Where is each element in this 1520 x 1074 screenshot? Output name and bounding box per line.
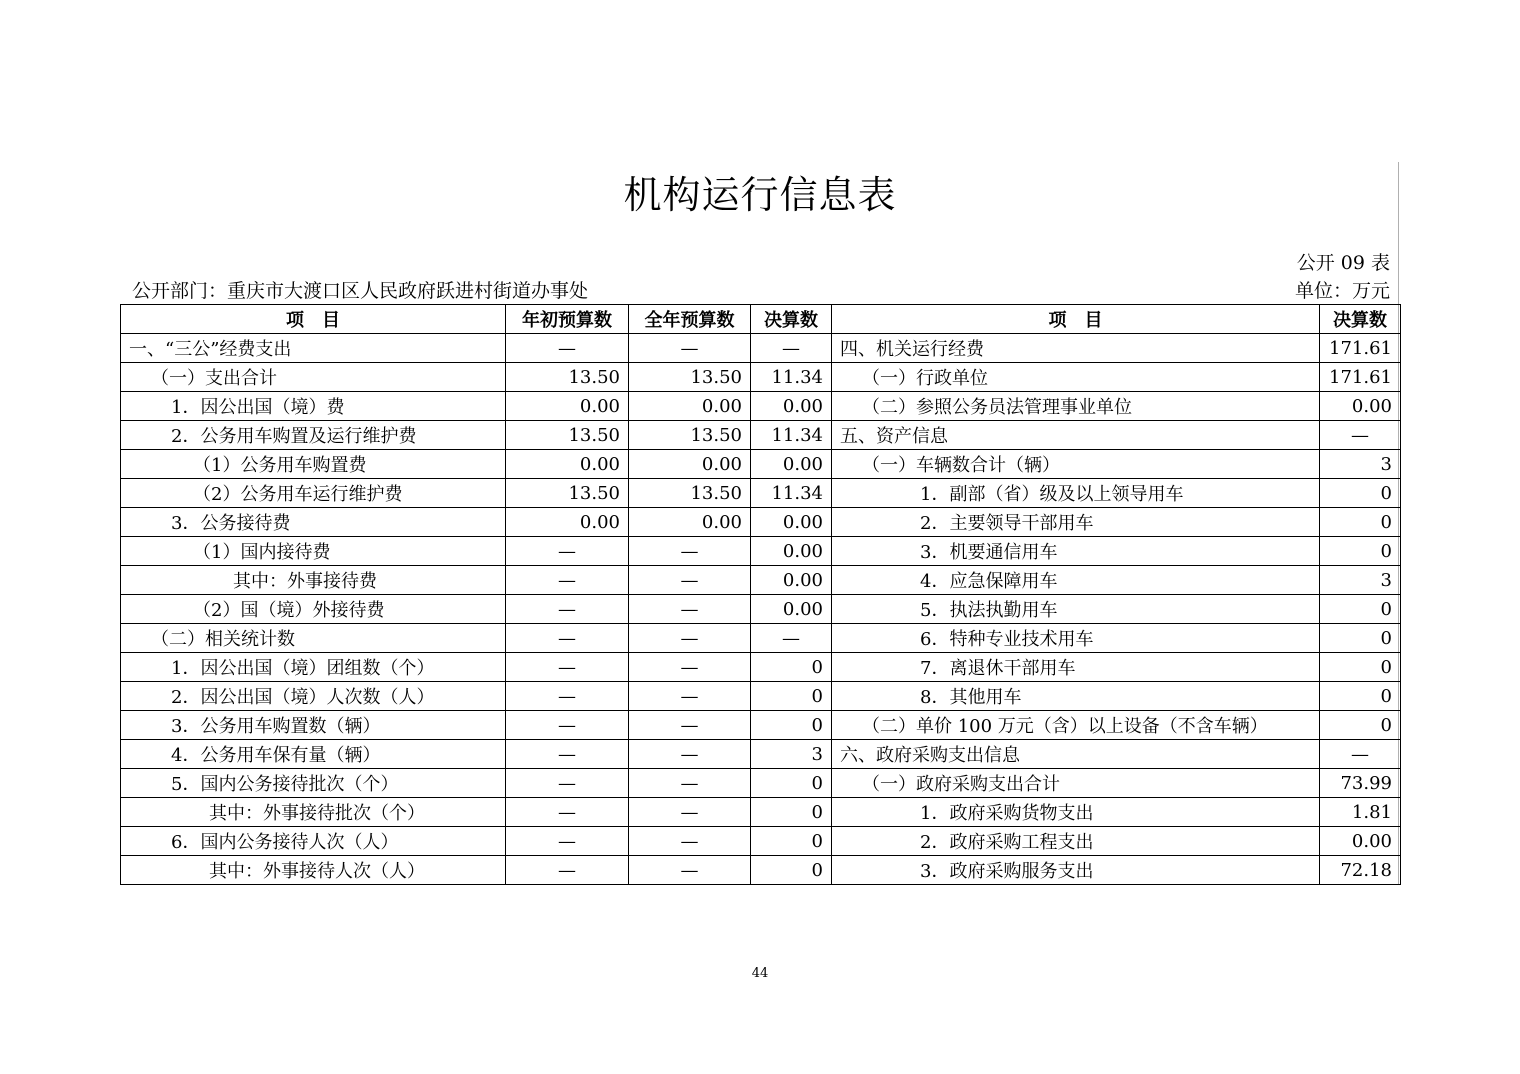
table-row: [121, 798, 1401, 827]
right-item: （一）车辆数合计（辆）: [832, 450, 1320, 479]
left-item: 一、“三公”经费支出: [121, 334, 506, 363]
right-item: 8．其他用车: [832, 682, 1320, 711]
final-left-cell: 0: [751, 682, 832, 711]
table-row: [121, 479, 1401, 508]
final-left-cell: 11.34: [751, 421, 832, 450]
final-right-cell: —: [1320, 740, 1401, 769]
final-left-cell: 0: [751, 769, 832, 798]
budget-initial-cell: —: [506, 740, 629, 769]
table-row: [121, 740, 1401, 769]
final-left-cell: 0.00: [751, 595, 832, 624]
final-left-cell: 11.34: [751, 479, 832, 508]
header-item-left: 项 目: [121, 305, 506, 334]
left-item: （一）支出合计: [121, 363, 506, 392]
final-right-cell: 0.00: [1320, 827, 1401, 856]
table-row: [121, 595, 1401, 624]
final-right-cell: 0: [1320, 479, 1401, 508]
final-right-cell: 72.18: [1320, 856, 1401, 885]
budget-full-cell: —: [629, 653, 751, 682]
final-right-cell: 0: [1320, 682, 1401, 711]
final-left-cell: 0: [751, 711, 832, 740]
budget-initial-cell: —: [506, 653, 629, 682]
final-right-cell: 0: [1320, 537, 1401, 566]
table-row: [121, 508, 1401, 537]
left-item: 1．因公出国（境）团组数（个）: [121, 653, 506, 682]
header-budget-initial: 年初预算数: [506, 305, 629, 334]
header-final-right: 决算数: [1320, 305, 1401, 334]
budget-initial-cell: 0.00: [506, 392, 629, 421]
right-item: 6．特种专业技术用车: [832, 624, 1320, 653]
page-title: 机构运行信息表: [623, 173, 897, 217]
final-right-cell: 171.61: [1320, 334, 1401, 363]
budget-full-cell: —: [629, 566, 751, 595]
left-item: 2．因公出国（境）人次数（人）: [121, 682, 506, 711]
table-row: [121, 363, 1401, 392]
final-left-cell: 0.00: [751, 450, 832, 479]
final-right-cell: 0: [1320, 508, 1401, 537]
budget-full-cell: 0.00: [629, 450, 751, 479]
budget-full-cell: 13.50: [629, 479, 751, 508]
budget-initial-cell: —: [506, 798, 629, 827]
budget-full-cell: 13.50: [629, 421, 751, 450]
budget-initial-cell: 13.50: [506, 421, 629, 450]
left-item: 其中：外事接待批次（个）: [121, 798, 506, 827]
info-table: [120, 304, 1401, 885]
right-item: 3．政府采购服务支出: [832, 856, 1320, 885]
final-right-cell: 0: [1320, 624, 1401, 653]
right-item: 1．副部（省）级及以上领导用车: [832, 479, 1320, 508]
table-header-row: [121, 305, 1401, 334]
table-number: 公开 09 表: [1296, 252, 1390, 274]
final-right-cell: —: [1320, 421, 1401, 450]
budget-initial-cell: 13.50: [506, 363, 629, 392]
budget-initial-cell: —: [506, 537, 629, 566]
table-row: [121, 624, 1401, 653]
right-item: （一）行政单位: [832, 363, 1320, 392]
table-row: [121, 711, 1401, 740]
unit-label: 单位：万元: [1294, 280, 1390, 302]
budget-full-cell: —: [629, 769, 751, 798]
right-item: 五、资产信息: [832, 421, 1320, 450]
final-left-cell: 0: [751, 827, 832, 856]
table-row: [121, 566, 1401, 595]
final-left-cell: 0: [751, 798, 832, 827]
budget-full-cell: 13.50: [629, 363, 751, 392]
left-item: （2）国（境）外接待费: [121, 595, 506, 624]
right-item: 4．应急保障用车: [832, 566, 1320, 595]
table-row: [121, 856, 1401, 885]
left-item: 其中：外事接待人次（人）: [121, 856, 506, 885]
budget-initial-cell: —: [506, 711, 629, 740]
right-item: （二）参照公务员法管理事业单位: [832, 392, 1320, 421]
left-item: 其中：外事接待费: [121, 566, 506, 595]
table-row: [121, 682, 1401, 711]
header-item-right: 项 目: [832, 305, 1320, 334]
table-row: [121, 827, 1401, 856]
final-right-cell: 1.81: [1320, 798, 1401, 827]
final-right-cell: 3: [1320, 450, 1401, 479]
final-left-cell: 0.00: [751, 537, 832, 566]
right-item: 2．主要领导干部用车: [832, 508, 1320, 537]
left-item: （二）相关统计数: [121, 624, 506, 653]
final-left-cell: 0: [751, 653, 832, 682]
left-item: 1．因公出国（境）费: [121, 392, 506, 421]
right-item: 六、政府采购支出信息: [832, 740, 1320, 769]
final-left-cell: 3: [751, 740, 832, 769]
final-right-cell: 0: [1320, 711, 1401, 740]
right-item: 7．离退休干部用车: [832, 653, 1320, 682]
right-item: 1．政府采购货物支出: [832, 798, 1320, 827]
left-item: （1）公务用车购置费: [121, 450, 506, 479]
header-budget-full: 全年预算数: [629, 305, 751, 334]
budget-initial-cell: 0.00: [506, 450, 629, 479]
final-right-cell: 73.99: [1320, 769, 1401, 798]
budget-initial-cell: —: [506, 566, 629, 595]
budget-full-cell: —: [629, 711, 751, 740]
budget-full-cell: —: [629, 624, 751, 653]
budget-full-cell: 0.00: [629, 392, 751, 421]
budget-full-cell: —: [629, 827, 751, 856]
budget-full-cell: —: [629, 740, 751, 769]
budget-full-cell: —: [629, 537, 751, 566]
final-right-cell: 171.61: [1320, 363, 1401, 392]
budget-full-cell: —: [629, 856, 751, 885]
final-left-cell: 0.00: [751, 392, 832, 421]
table-row: [121, 537, 1401, 566]
table-row: [121, 653, 1401, 682]
right-item: （二）单价 100 万元（含）以上设备（不含车辆）: [832, 711, 1320, 740]
left-item: 2．公务用车购置及运行维护费: [121, 421, 506, 450]
final-right-cell: 0: [1320, 653, 1401, 682]
final-left-cell: —: [751, 624, 832, 653]
table-row: [121, 769, 1401, 798]
final-left-cell: 0.00: [751, 566, 832, 595]
budget-initial-cell: —: [506, 682, 629, 711]
final-right-cell: 3: [1320, 566, 1401, 595]
final-left-cell: —: [751, 334, 832, 363]
budget-full-cell: 0.00: [629, 508, 751, 537]
right-item: 5．执法执勤用车: [832, 595, 1320, 624]
budget-initial-cell: —: [506, 769, 629, 798]
final-left-cell: 0.00: [751, 508, 832, 537]
final-left-cell: 11.34: [751, 363, 832, 392]
budget-initial-cell: —: [506, 827, 629, 856]
budget-full-cell: —: [629, 334, 751, 363]
final-right-cell: 0.00: [1320, 392, 1401, 421]
left-item: 4．公务用车保有量（辆）: [121, 740, 506, 769]
left-item: 3．公务接待费: [121, 508, 506, 537]
budget-initial-cell: —: [506, 334, 629, 363]
left-item: （2）公务用车运行维护费: [121, 479, 506, 508]
right-item: 3．机要通信用车: [832, 537, 1320, 566]
header-final-left: 决算数: [751, 305, 832, 334]
page-number: 44: [751, 966, 769, 981]
budget-initial-cell: —: [506, 624, 629, 653]
table-row: [121, 450, 1401, 479]
budget-initial-cell: —: [506, 856, 629, 885]
left-item: 6．国内公务接待人次（人）: [121, 827, 506, 856]
budget-initial-cell: 0.00: [506, 508, 629, 537]
final-right-cell: 0: [1320, 595, 1401, 624]
final-left-cell: 0: [751, 856, 832, 885]
budget-full-cell: —: [629, 682, 751, 711]
right-item: （一）政府采购支出合计: [832, 769, 1320, 798]
budget-initial-cell: 13.50: [506, 479, 629, 508]
right-item: 2．政府采购工程支出: [832, 827, 1320, 856]
table-row: [121, 334, 1401, 363]
left-item: 5．国内公务接待批次（个）: [121, 769, 506, 798]
left-item: （1）国内接待费: [121, 537, 506, 566]
left-item: 3．公务用车购置数（辆）: [121, 711, 506, 740]
table-row: [121, 392, 1401, 421]
department-label: 公开部门：重庆市大渡口区人民政府跃进村街道办事处: [132, 280, 589, 302]
right-item: 四、机关运行经费: [832, 334, 1320, 363]
budget-full-cell: —: [629, 595, 751, 624]
budget-full-cell: —: [629, 798, 751, 827]
budget-initial-cell: —: [506, 595, 629, 624]
table-row: [121, 421, 1401, 450]
